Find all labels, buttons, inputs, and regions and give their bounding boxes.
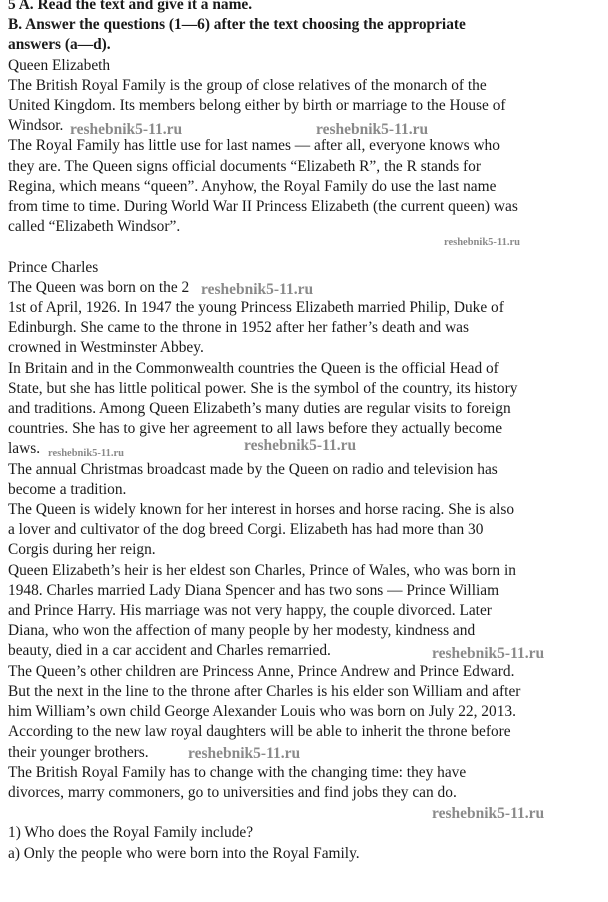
text-line: laws.: [8, 440, 41, 458]
watermark: reshebnik5-11.ru: [48, 448, 124, 459]
text-line: State, but she has little political power. She is the symbol of the country, its history: [8, 379, 518, 397]
text-line: from time to time. During World War II Princess Elizabeth (the current queen) was: [8, 198, 518, 216]
watermark: reshebnik5-11.ru: [316, 121, 429, 138]
text-line: Windsor.: [8, 117, 64, 135]
question-line: 1) Who does the Royal Family include?: [8, 824, 254, 842]
watermark: reshebnik5-11.ru: [432, 805, 545, 822]
text-line: The Queen was born on the 2: [8, 278, 190, 296]
text-line: The British Royal Family is the group of close relatives of the monarch of the: [8, 76, 487, 94]
text-line: In Britain and in the Commonwealth countries the Queen is the official Head of: [8, 359, 499, 377]
text-line: Queen Elizabeth: [8, 56, 111, 74]
text-line: The Royal Family has little use for last names — after all, everyone knows who: [8, 137, 500, 155]
text-line: United Kingdom. Its members belong either by birth or marriage to the House of: [8, 97, 506, 115]
text-line: According to the new law royal daughters will be able to inherit the throne before: [8, 723, 511, 741]
text-line: The British Royal Family has to change with the changing time: they have: [8, 763, 467, 781]
task-instruction-line-1: B. Answer the questions (1—6) after the text choosing the appropriate: [8, 16, 466, 34]
text-line: crowned in Westminster Abbey.: [8, 339, 204, 357]
watermark: reshebnik5-11.ru: [244, 437, 357, 454]
watermark: reshebnik5-11.ru: [432, 645, 545, 662]
text-line: Diana, who won the affection of many people by her modesty, kindness and: [8, 622, 476, 640]
text-line: and Prince Harry. His marriage was not very happy, the couple divorced. Later: [8, 602, 492, 620]
text-line: Regina, which means “queen”. Anyhow, the Royal Family do use the last name: [8, 177, 497, 195]
watermark: reshebnik5-11.ru: [70, 121, 183, 138]
text-line: 1948. Charles married Lady Diana Spencer and has two sons — Prince William: [8, 581, 500, 599]
task-instruction-line-2: answers (a—d).: [8, 36, 111, 54]
task-heading: 5 A. Read the text and give it a name.: [8, 0, 253, 13]
text-line: divorces, marry commoners, go to universities and find jobs they can do.: [8, 783, 457, 801]
text-line: their younger brothers.: [8, 743, 149, 761]
text-line: called “Elizabeth Windsor”.: [8, 218, 181, 236]
answer-option-line: a) Only the people who were born into the Royal Family.: [8, 844, 360, 862]
text-line: become a tradition.: [8, 480, 127, 498]
watermark: reshebnik5-11.ru: [188, 745, 301, 762]
text-line: and traditions. Among Queen Elizabeth’s many duties are regular visits to foreign: [8, 400, 511, 418]
text-line: countries. She has to give her agreement to all laws before they actually become: [8, 420, 503, 438]
text-line: Corgis during her reign.: [8, 541, 156, 559]
watermark: reshebnik5-11.ru: [201, 281, 314, 298]
text-line: they are. The Queen signs official documents “Elizabeth R”, the R stands for: [8, 157, 481, 175]
text-line: him William’s own child George Alexander Louis who was born on July 22, 2013.: [8, 703, 516, 721]
text-line: a lover and cultivator of the dog breed Corgi. Elizabeth has had more than 30: [8, 521, 484, 539]
watermark: reshebnik5-11.ru: [444, 237, 520, 248]
text-line: The Queen’s other children are Princess Anne, Prince Andrew and Prince Edward.: [8, 662, 515, 680]
text-line: Edinburgh. She came to the throne in 1952 after her father’s death and was: [8, 319, 470, 337]
text-line: Queen Elizabeth’s heir is her eldest son Charles, Prince of Wales, who was born in: [8, 561, 516, 579]
text-line: 1st of April, 1926. In 1947 the young Princess Elizabeth married Philip, Duke of: [8, 299, 504, 317]
text-line: beauty, died in a car accident and Charles remarried.: [8, 642, 331, 660]
text-line: The annual Christmas broadcast made by the Queen on radio and television has: [8, 460, 498, 478]
text-line: The Queen is widely known for her interest in horses and horse racing. She is also: [8, 501, 515, 519]
text-line: Prince Charles: [8, 258, 99, 276]
text-line: But the next in the line to the throne after Charles is his elder son William and after: [8, 682, 521, 700]
